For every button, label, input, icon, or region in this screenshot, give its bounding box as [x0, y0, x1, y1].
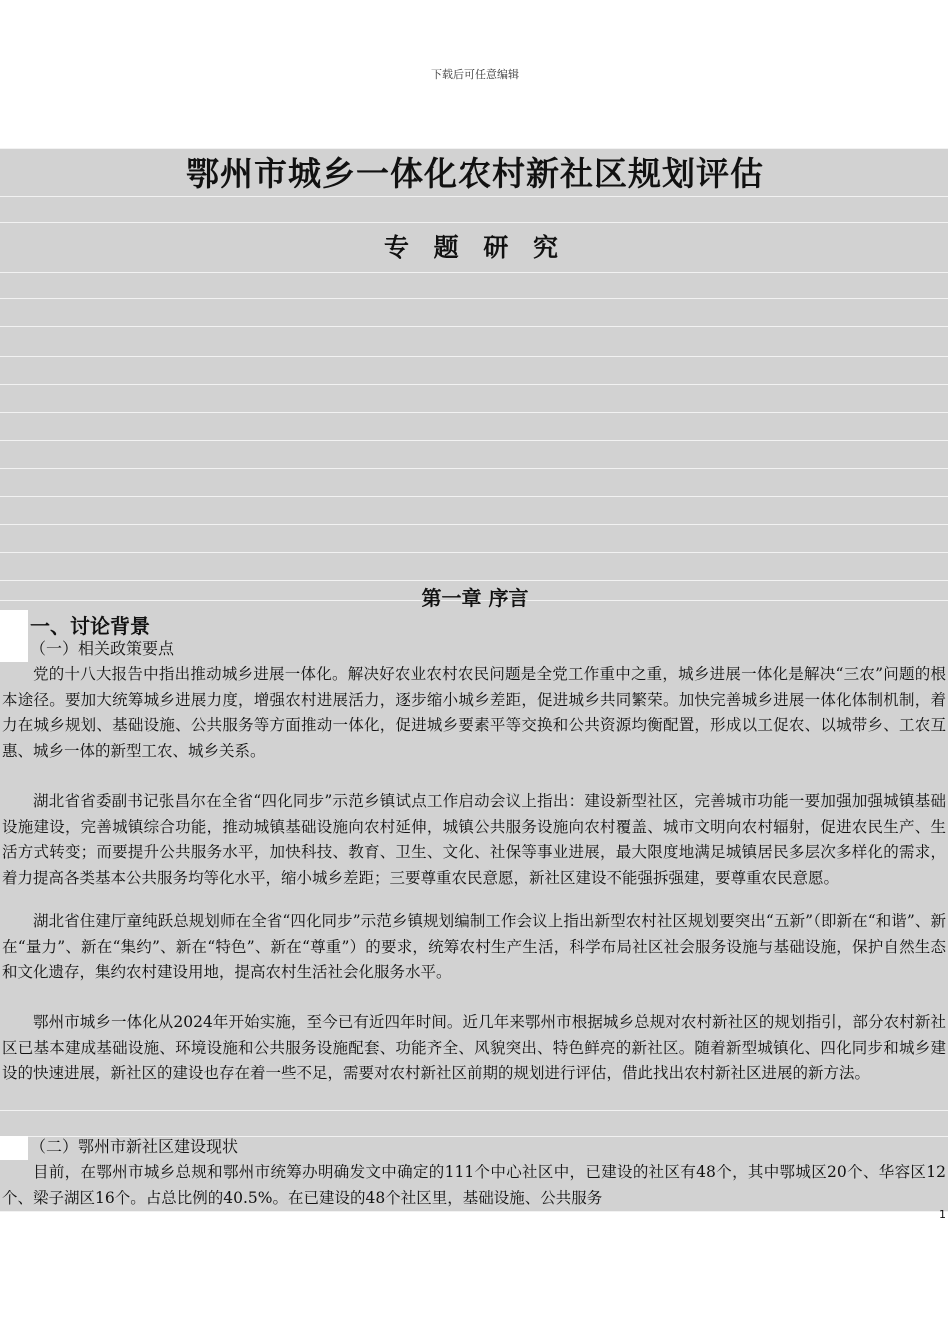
margin-marker: [0, 1136, 28, 1160]
rule-line: [0, 440, 948, 441]
title-band: [0, 148, 948, 602]
body-paragraph: 湖北省省委副书记张昌尔在全省“四化同步”示范乡镇试点工作启动会议上指出：建设新型社区，完善城市功能一要加强加强城镇基础设施建设，完善城镇综合功能，推动城镇基础设施向农村延伸，城镇公共服务设施向农村覆盖、城市文明向农村辐射，促进农民生产、生活方式转变；而要提升公共服务水平，加快科技、教育、卫生、文化、社保等事业进展，最大限度地满足城镇居民多层次多样化的需求，着力提高各类基本公共服务均等化水平，缩小城乡差距；三要尊重农民意愿，新社区建设不能强拆强建，要尊重农民意愿。: [2, 792, 946, 887]
rule-line: [0, 468, 948, 469]
rule-line: [0, 384, 948, 385]
body-paragraph: 鄂州市城乡一体化从2024年开始实施，至今已有近四年时间。近几年来鄂州市根据城乡总规对农村新社区的规划指引，部分农村新社区已基本建成基础设施、环境设施和公共服务设施配套、功能齐全、风貌突出、特色鲜亮的新社区。随着新型城镇化、四化同步和城乡建设的快速进展，新社区的建设也存在着一些不足，需要对农村新社区前期的规划进行评估，借此找出农村新社区进展的新方法。: [2, 1013, 946, 1082]
header-note: 下载后可任意编辑: [431, 68, 519, 81]
rule-line: [0, 326, 948, 327]
rule-line: [0, 222, 948, 223]
margin-marker: [0, 610, 28, 662]
rule-line: [0, 552, 948, 553]
subsection-heading: （一）相关政策要点: [30, 639, 175, 658]
rule-line: [0, 496, 948, 497]
rule-line: [0, 412, 948, 413]
subsection-heading: （二）鄂州市新社区建设现状: [30, 1137, 239, 1156]
page-number: 1: [939, 1208, 946, 1221]
chapter-title: 第一章 序言: [421, 586, 529, 610]
rule-line: [0, 524, 948, 525]
document-title: 鄂州市城乡一体化农村新社区规划评估: [186, 154, 764, 193]
rule-line: [0, 1110, 948, 1111]
rule-line: [0, 298, 948, 299]
body-paragraph: 党的十八大报告中指出推动城乡进展一体化。解决好农业农村农民问题是全党工作重中之重，城乡进展一体化是解决“三农”问题的根本途径。要加大统筹城乡进展力度，增强农村进展活力，逐步缩小城乡差距，促进城乡共同繁荣。加快完善城乡进展一体化体制机制，着力在城乡规划、基础设施、公共服务等方面推动一体化，促进城乡要素平等交换和公共资源均衡配置，形成以工促农、以城带乡、工农互惠、城乡一体的新型工农、城乡关系。: [2, 665, 946, 760]
body-paragraph: 湖北省住建厅童纯跃总规划师在全省“四化同步”示范乡镇规划编制工作会议上指出新型农村社区规划要突出“五新”（即新在“和谐”、新在“量力”、新在“集约”、新在“特色”、新在“尊重”）的要求，统筹农村生产生活，科学布局社区社会服务设施与基础设施，保护自然生态和文化遗存，集约农村建设用地，提高农村生活社会化服务水平。: [2, 912, 946, 981]
rule-line: [0, 196, 948, 197]
body-paragraph: 目前，在鄂州市城乡总规和鄂州市统筹办明确发文中确定的111个中心社区中，已建设的社区有48个，其中鄂城区20个、华容区12个、梁子湖区16个。占总比例的40.5%。在已建设的48个社区里，基础设施、公共服务: [2, 1163, 946, 1207]
section-heading: 一、讨论背景: [30, 614, 150, 638]
document-subtitle: 专 题 研 究: [383, 233, 567, 262]
rule-line: [0, 272, 948, 273]
rule-line: [0, 580, 948, 581]
rule-line: [0, 356, 948, 357]
